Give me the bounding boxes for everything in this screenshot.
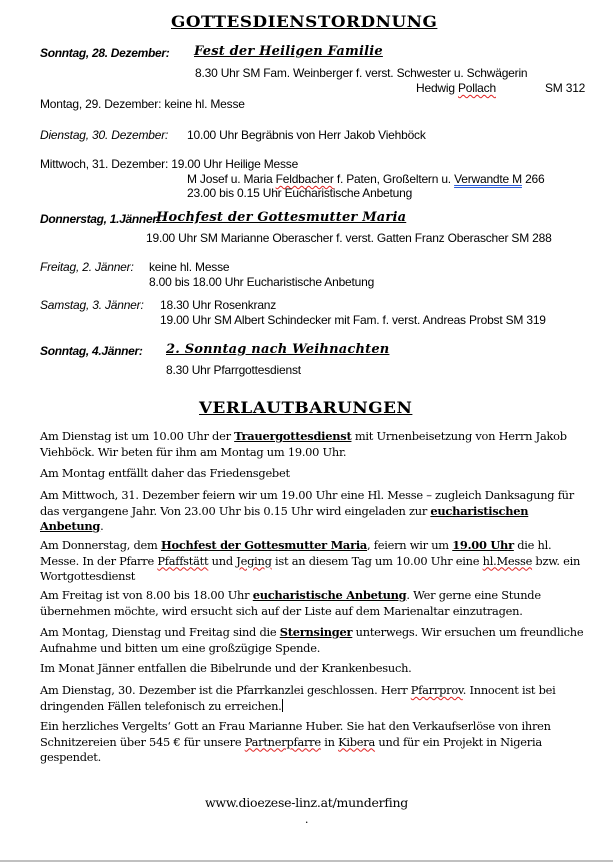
day-text-saturday-3: 18.30 Uhr Rosenkranz (160, 298, 277, 312)
spellcheck-word[interactable]: Kibera (338, 734, 376, 749)
text: 266 (521, 172, 545, 186)
text: und für ein Projekt in Nigeria gespendet. (40, 734, 542, 764)
text: ist an diesem Tag um 10.00 Uhr eine (271, 553, 483, 568)
day-text-tuesday-30: 10.00 Uhr Begräbnis von Herr Jakob Viehböck (187, 128, 426, 142)
footer-dot: . (304, 812, 309, 826)
emphasis: Trauergottesdienst (234, 429, 352, 443)
announcement-peace-prayer: Am Montag entfällt daher das Friedensgebet (40, 466, 290, 480)
emphasis: Hochfest der Gottesmutter Maria (160, 538, 368, 552)
feast-title-holy-family: Fest der Heiligen Familie (194, 44, 383, 59)
text: . Innocent ist bei dringenden Fällen telefonisch zu erreichen. (40, 683, 556, 713)
spellcheck-word[interactable]: Pfaffstätt (157, 553, 209, 568)
announcements-title: VERLAUTBARUNGEN (199, 398, 413, 417)
day-text-friday-2: keine hl. Messe (149, 260, 230, 274)
mass-intention-line: 19.00 Uhr SM Marianne Oberascher f. verst. Gatten Franz Oberascher SM 288 (146, 231, 552, 245)
spellcheck-word[interactable]: Pollach (457, 81, 496, 95)
day-label: Mittwoch, 31. Dezember: (40, 157, 169, 171)
day-label-tuesday-30: Dienstag, 30. Dezember: (40, 128, 169, 142)
footer-url[interactable]: www.dioezese-linz.at/munderfing (204, 795, 409, 810)
name-text: Hedwig (416, 81, 458, 95)
spellcheck-word[interactable]: Jeging (236, 553, 272, 568)
text: f. Paten, Großeltern u. (333, 172, 455, 186)
text: Am Donnerstag, dem (40, 538, 161, 552)
text: die hl. Messe. In der Pfarre (40, 538, 552, 568)
emphasis: 19.00 Uhr (452, 538, 514, 552)
announcement-thanks (40, 719, 590, 766)
emphasis: Sternsinger (279, 625, 353, 639)
day-label-thursday-1: Donnerstag, 1.Jänner: (40, 212, 161, 226)
text: in (320, 734, 339, 749)
mass-intention-line (187, 172, 545, 186)
emphasis: eucharistische Anbetung (252, 588, 407, 602)
announcement-office-closed (40, 683, 590, 714)
announcement-new-years-eve (40, 488, 590, 535)
adoration-line: 8.00 bis 18.00 Uhr Eucharistische Anbetung (149, 275, 375, 289)
mass-reference: SM 312 (545, 81, 586, 95)
spellcheck-word[interactable]: Feldbacher (275, 172, 334, 186)
day-label-friday-2: Freitag, 2. Jänner: (40, 260, 134, 274)
text-cursor (282, 699, 283, 712)
grammar-check-word[interactable]: Verwandte M (454, 172, 522, 186)
text: Ein herzliches Vergelts‘ Gott an Frau Marianne Huber. Sie hat den Verkaufserlöse von ihren Schnitzereien über 545 € für unsere (40, 719, 551, 749)
announcement-star-singers (40, 625, 590, 656)
day-label: Montag, 29. Dezember: (40, 97, 162, 111)
adoration-line: 23.00 bis 0.15 Uhr Eucharistische Anbetung (187, 186, 413, 200)
text: und (208, 553, 237, 568)
emphasis: eucharistischen Anbetung (40, 503, 529, 533)
mass-intention-line: 8.30 Uhr SM Fam. Weinberger f. verst. Schwester u. Schwägerin (195, 66, 528, 80)
mass-intention-line: 19.00 Uhr SM Albert Schindecker mit Fam. f. verst. Andreas Probst SM 319 (160, 313, 546, 327)
day-text: 19.00 Uhr Heilige Messe (171, 157, 299, 171)
day-text: keine hl. Messe (164, 97, 245, 111)
day-label-sunday-4: Sonntag, 4.Jänner: (40, 344, 143, 358)
day-entry-wednesday-31 (40, 157, 298, 171)
day-label-sunday-28: Sonntag, 28. Dezember: (40, 46, 170, 60)
text: Am Dienstag, 30. Dezember ist die Pfarrkanzlei geschlossen. Herr (40, 683, 411, 697)
mass-intention-name (416, 81, 496, 95)
text: M Josef u. Maria (187, 172, 276, 186)
schedule-title: GOTTESDIENSTORDNUNG (171, 12, 438, 31)
service-line: 8.30 Uhr Pfarrgottesdienst (166, 363, 301, 377)
text: . (100, 519, 104, 533)
day-entry-monday-29 (40, 97, 245, 111)
announcement-adoration (40, 588, 590, 619)
text: Am Mittwoch, 31. Dezember feiern wir um 19.00 Uhr eine Hl. Messe – zugleich Danksagung für das vergangene Jahr. Von 23.00 Uhr bis 0.15 Uhr wird eingeladen zur (40, 488, 574, 518)
spellcheck-word[interactable]: hl.Messe (482, 553, 533, 568)
feast-title-mother-of-god: Hochfest der Gottesmutter Maria (156, 210, 407, 225)
feast-title-second-sunday: 2. Sonntag nach Weihnachten (166, 342, 390, 357)
announcement-january: Im Monat Jänner entfallen die Bibelrunde und der Krankenbesuch. (40, 661, 412, 675)
announcement-new-year-mass (40, 538, 590, 585)
text: , feiern wir um (367, 538, 453, 552)
text: mit Urnenbeisetzung von Herrn Jakob Viehböck. Wir beten für ihm am Montag um 19.00 Uhr. (40, 429, 567, 459)
spellcheck-word[interactable]: Pfarrprov (410, 683, 463, 697)
text: Am Dienstag ist um 10.00 Uhr der (40, 429, 235, 443)
day-label-saturday-3: Samstag, 3. Jänner: (40, 298, 144, 312)
text: . Wer gerne eine Stunde übernehmen möchte, wird ersucht sich auf der Liste auf dem Marienaltar einzutragen. (40, 588, 541, 618)
text: unterwegs. Wir ersuchen um freundliche Aufnahme und bitten um eine großzügige Spende. (40, 625, 584, 655)
announcement-funeral (40, 429, 590, 460)
text: Am Freitag ist von 8.00 bis 18.00 Uhr (40, 588, 253, 602)
spellcheck-word[interactable]: Partnerpfarre (244, 734, 321, 749)
text: bzw. ein Wortgottesdienst (40, 553, 581, 583)
text: Am Montag, Dienstag und Freitag sind die (40, 625, 280, 639)
